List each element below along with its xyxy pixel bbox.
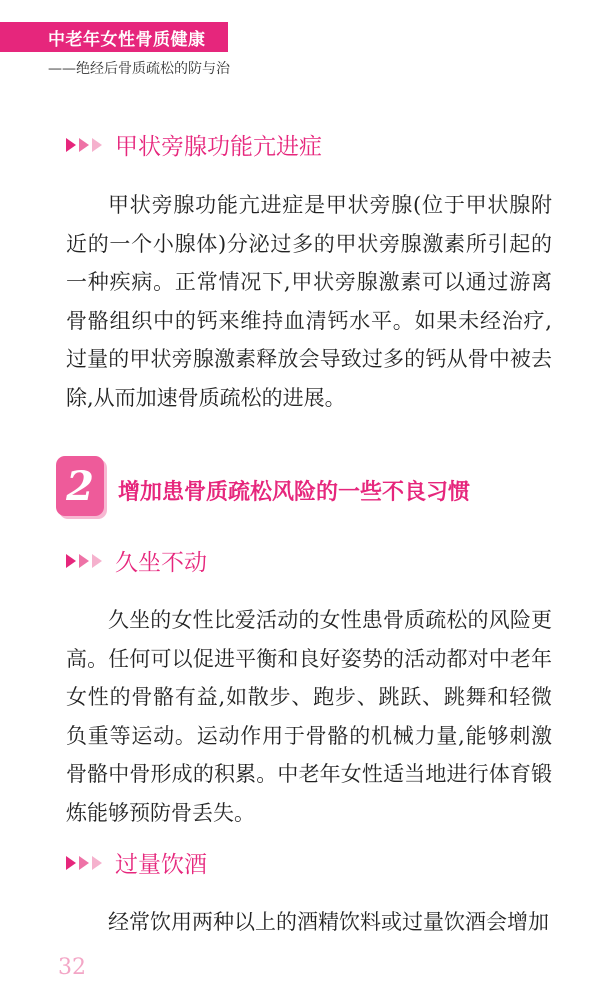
triple-arrow-icon [66,138,105,152]
section-paragraph: 经常饮用两种以上的酒精饮料或过量饮酒会增加 [108,910,549,934]
triple-arrow-icon [66,554,105,568]
section-heading-alcohol [66,846,207,879]
chapter-number: 2 [66,462,94,510]
section-heading-sedentary [66,544,207,577]
section-title: 过量饮酒 [115,852,207,878]
section-heading-parathyroid [66,128,322,161]
chapter-number-badge [56,456,104,516]
book-title: 中老年女性骨质健康 [48,30,206,50]
section-title: 久坐不动 [115,550,207,576]
section-title: 甲状旁腺功能亢进症 [115,134,322,160]
page-number: 32 [58,955,86,980]
triple-arrow-icon [66,856,105,870]
book-subtitle: ——绝经后骨质疏松的防与治 [48,61,230,77]
section-paragraph: 甲状旁腺功能亢进症是甲状旁腺(位于甲状腺附近的一个小腺体)分泌过多的甲状旁腺激素所引起的一种疾病。正常情况下,甲状旁腺激素可以通过游离骨骼组织中的钙来维持血清钙水平。如果未经治疗,过量的甲状旁腺激素释放会导致过多的钙从骨中被去除,从而加速骨质疏松的进展。 [66,193,552,410]
section-paragraph: 久坐的女性比爱活动的女性患骨质疏松的风险更高。任何可以促进平衡和良好姿势的活动都对中老年女性的骨骼有益,如散步、跑步、跳跃、跳舞和轻微负重等运动。运动作用于骨骼的机械力量,能够刺激骨骼中骨形成的积累。中老年女性适当地进行体育锻炼能够预防骨丢失。 [66,608,552,825]
chapter-title: 增加患骨质疏松风险的一些不良习惯 [118,480,471,505]
